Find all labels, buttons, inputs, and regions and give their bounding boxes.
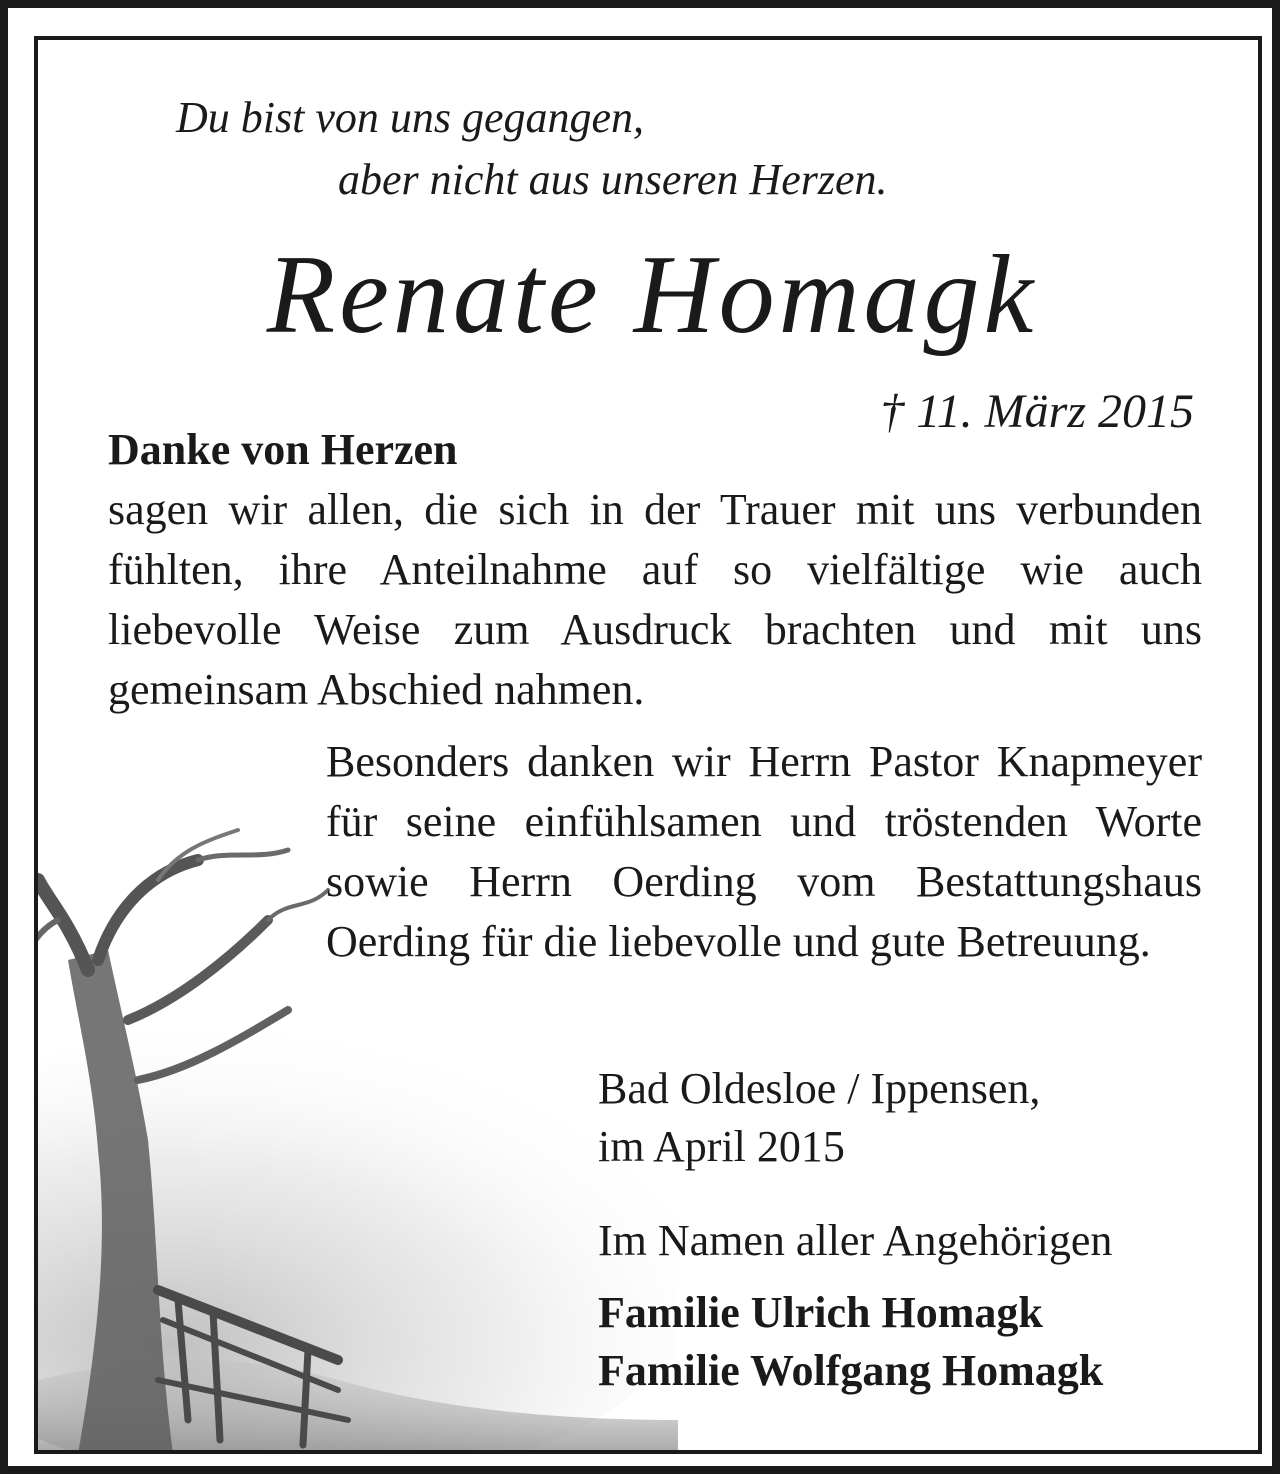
family-signatures — [598, 1284, 1103, 1400]
thanks-heading: Danke von Herzen — [108, 425, 458, 474]
on-behalf-line: Im Namen aller Angehörigen — [598, 1216, 1113, 1265]
motto-line-2: aber nicht aus unseren Herzen. — [338, 155, 888, 204]
family-signature-1: Familie Ulrich Homagk — [598, 1288, 1043, 1337]
thanks-paragraph-2: Besonders danken wir Herrn Pastor Knapmeyer für seine einfühlsamen und tröstenden Worte sowie Herrn Oerding vom Bestattungshaus Oerding für die liebevolle und gute Betreuung. — [326, 737, 1202, 966]
deceased-name: Renate Homagk — [266, 233, 1038, 357]
death-date: † 11. März 2015 — [880, 385, 1194, 438]
place-date — [598, 1060, 1040, 1176]
notice-inner-frame — [34, 36, 1262, 1454]
thanks-paragraph-1: sagen wir allen, die sich in der Trauer mit uns verbunden fühlten, ihre Anteilnahme auf so vielfältige wie auch liebevolle Weise zum Ausdruck brachten und mit uns gemeinsam Abschied nahmen. — [108, 485, 1202, 714]
date-line: im April 2015 — [598, 1122, 845, 1171]
place-line: Bad Oldesloe / Ippensen, — [598, 1064, 1041, 1113]
motto-line-1: Du bist von uns gegangen, — [176, 93, 645, 142]
family-signature-2: Familie Wolfgang Homagk — [598, 1346, 1104, 1395]
